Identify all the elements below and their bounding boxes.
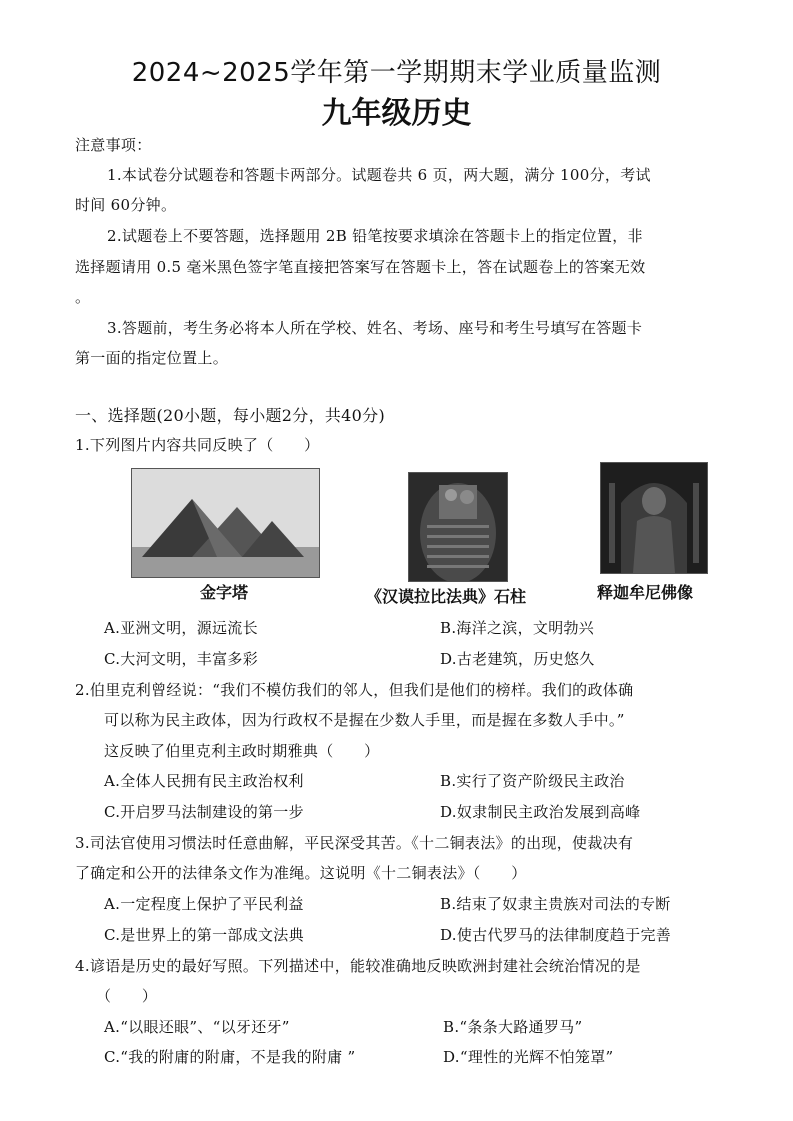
option-a[interactable]: A.全体人民拥有民主政治权利 xyxy=(104,772,304,790)
question-stem: 2.伯里克利曾经说：“我们不模仿我们的邻人，但我们是他们的榜样。我们的政体确 xyxy=(75,681,634,699)
question-stem: （ ） xyxy=(96,987,158,1005)
option-a[interactable]: A.一定程度上保护了平民利益 xyxy=(104,895,304,913)
option-a[interactable]: A.“以眼还眼”、“以牙还牙” xyxy=(104,1018,290,1036)
section-heading: 一、选择题(20小题，每小题2分，共40分) xyxy=(75,406,385,425)
question-stem: 可以称为民主政体，因为行政权不是握在少数人手里，而是握在多数人手中。” xyxy=(104,711,625,729)
subject-title: 九年级历史 xyxy=(321,96,472,131)
option-b[interactable]: B.“条条大路通罗马” xyxy=(443,1018,583,1036)
option-b[interactable]: B.实行了资产阶级民主政治 xyxy=(440,772,625,790)
option-d[interactable]: D.使古代罗马的法律制度趋于完善 xyxy=(440,926,672,944)
option-d[interactable]: D.“理性的光辉不怕笼罩” xyxy=(443,1048,614,1066)
notice-line: 3.答题前，考生务必将本人所在学校、姓名、考场、座号和考生号填写在答题卡 xyxy=(107,319,643,337)
pyramid-image xyxy=(131,468,320,578)
question-stem: 1.下列图片内容共同反映了（ ） xyxy=(75,436,320,454)
option-d[interactable]: D.奴隶制民主政治发展到高峰 xyxy=(440,803,641,821)
option-c[interactable]: C.大河文明，丰富多彩 xyxy=(104,650,259,668)
image-caption: 《汉谟拉比法典》石柱 xyxy=(366,587,527,606)
notice-line: 1.本试卷分试题卷和答题卡两部分。试题卷共 6 页，两大题，满分 100分，考试 xyxy=(107,166,651,184)
hammurabi-stele-image xyxy=(408,472,508,582)
option-d[interactable]: D.古老建筑，历史悠久 xyxy=(440,650,595,668)
notice-heading: 注意事项： xyxy=(75,136,152,154)
buddha-statue-image xyxy=(600,462,708,574)
option-c[interactable]: C.“我的附庸的附庸，不是我的附庸 ” xyxy=(104,1048,356,1066)
question-stem: 这反映了伯里克利主政时期雅典（ ） xyxy=(104,742,380,760)
question-stem: 了确定和公开的法律条文作为准绳。这说明《十二铜表法》（ ） xyxy=(75,864,527,882)
image-caption: 释迦牟尼佛像 xyxy=(597,583,694,602)
image-caption: 金字塔 xyxy=(200,583,249,602)
notice-line: 第一面的指定位置上。 xyxy=(75,349,229,367)
notice-line: 。 xyxy=(75,288,91,306)
question-stem: 3.司法官使用习惯法时任意曲解，平民深受其苦。《十二铜表法》的出现，使裁决有 xyxy=(75,834,634,852)
question-stem: 4.谚语是历史的最好写照。下列描述中，能较准确地反映欧洲封建社会统治情况的是 xyxy=(75,957,641,975)
option-a[interactable]: A.亚洲文明，源远流长 xyxy=(104,619,258,637)
notice-line: 时间 60分钟。 xyxy=(75,196,177,214)
option-c[interactable]: C.是世界上的第一部成文法典 xyxy=(104,926,304,944)
notice-line: 2.试题卷上不要答题，选择题用 2B 铅笔按要求填涂在答题卡上的指定位置，非 xyxy=(107,227,643,245)
option-b[interactable]: B.结束了奴隶主贵族对司法的专断 xyxy=(440,895,671,913)
option-c[interactable]: C.开启罗马法制建设的第一步 xyxy=(104,803,304,821)
option-b[interactable]: B.海洋之滨，文明勃兴 xyxy=(440,619,595,637)
exam-title: 2024~2025学年第一学期期末学业质量监测 xyxy=(131,58,662,88)
notice-line: 选择题请用 0.5 毫米黑色签字笔直接把答案写在答题卡上，答在试题卷上的答案无效 xyxy=(75,258,646,276)
